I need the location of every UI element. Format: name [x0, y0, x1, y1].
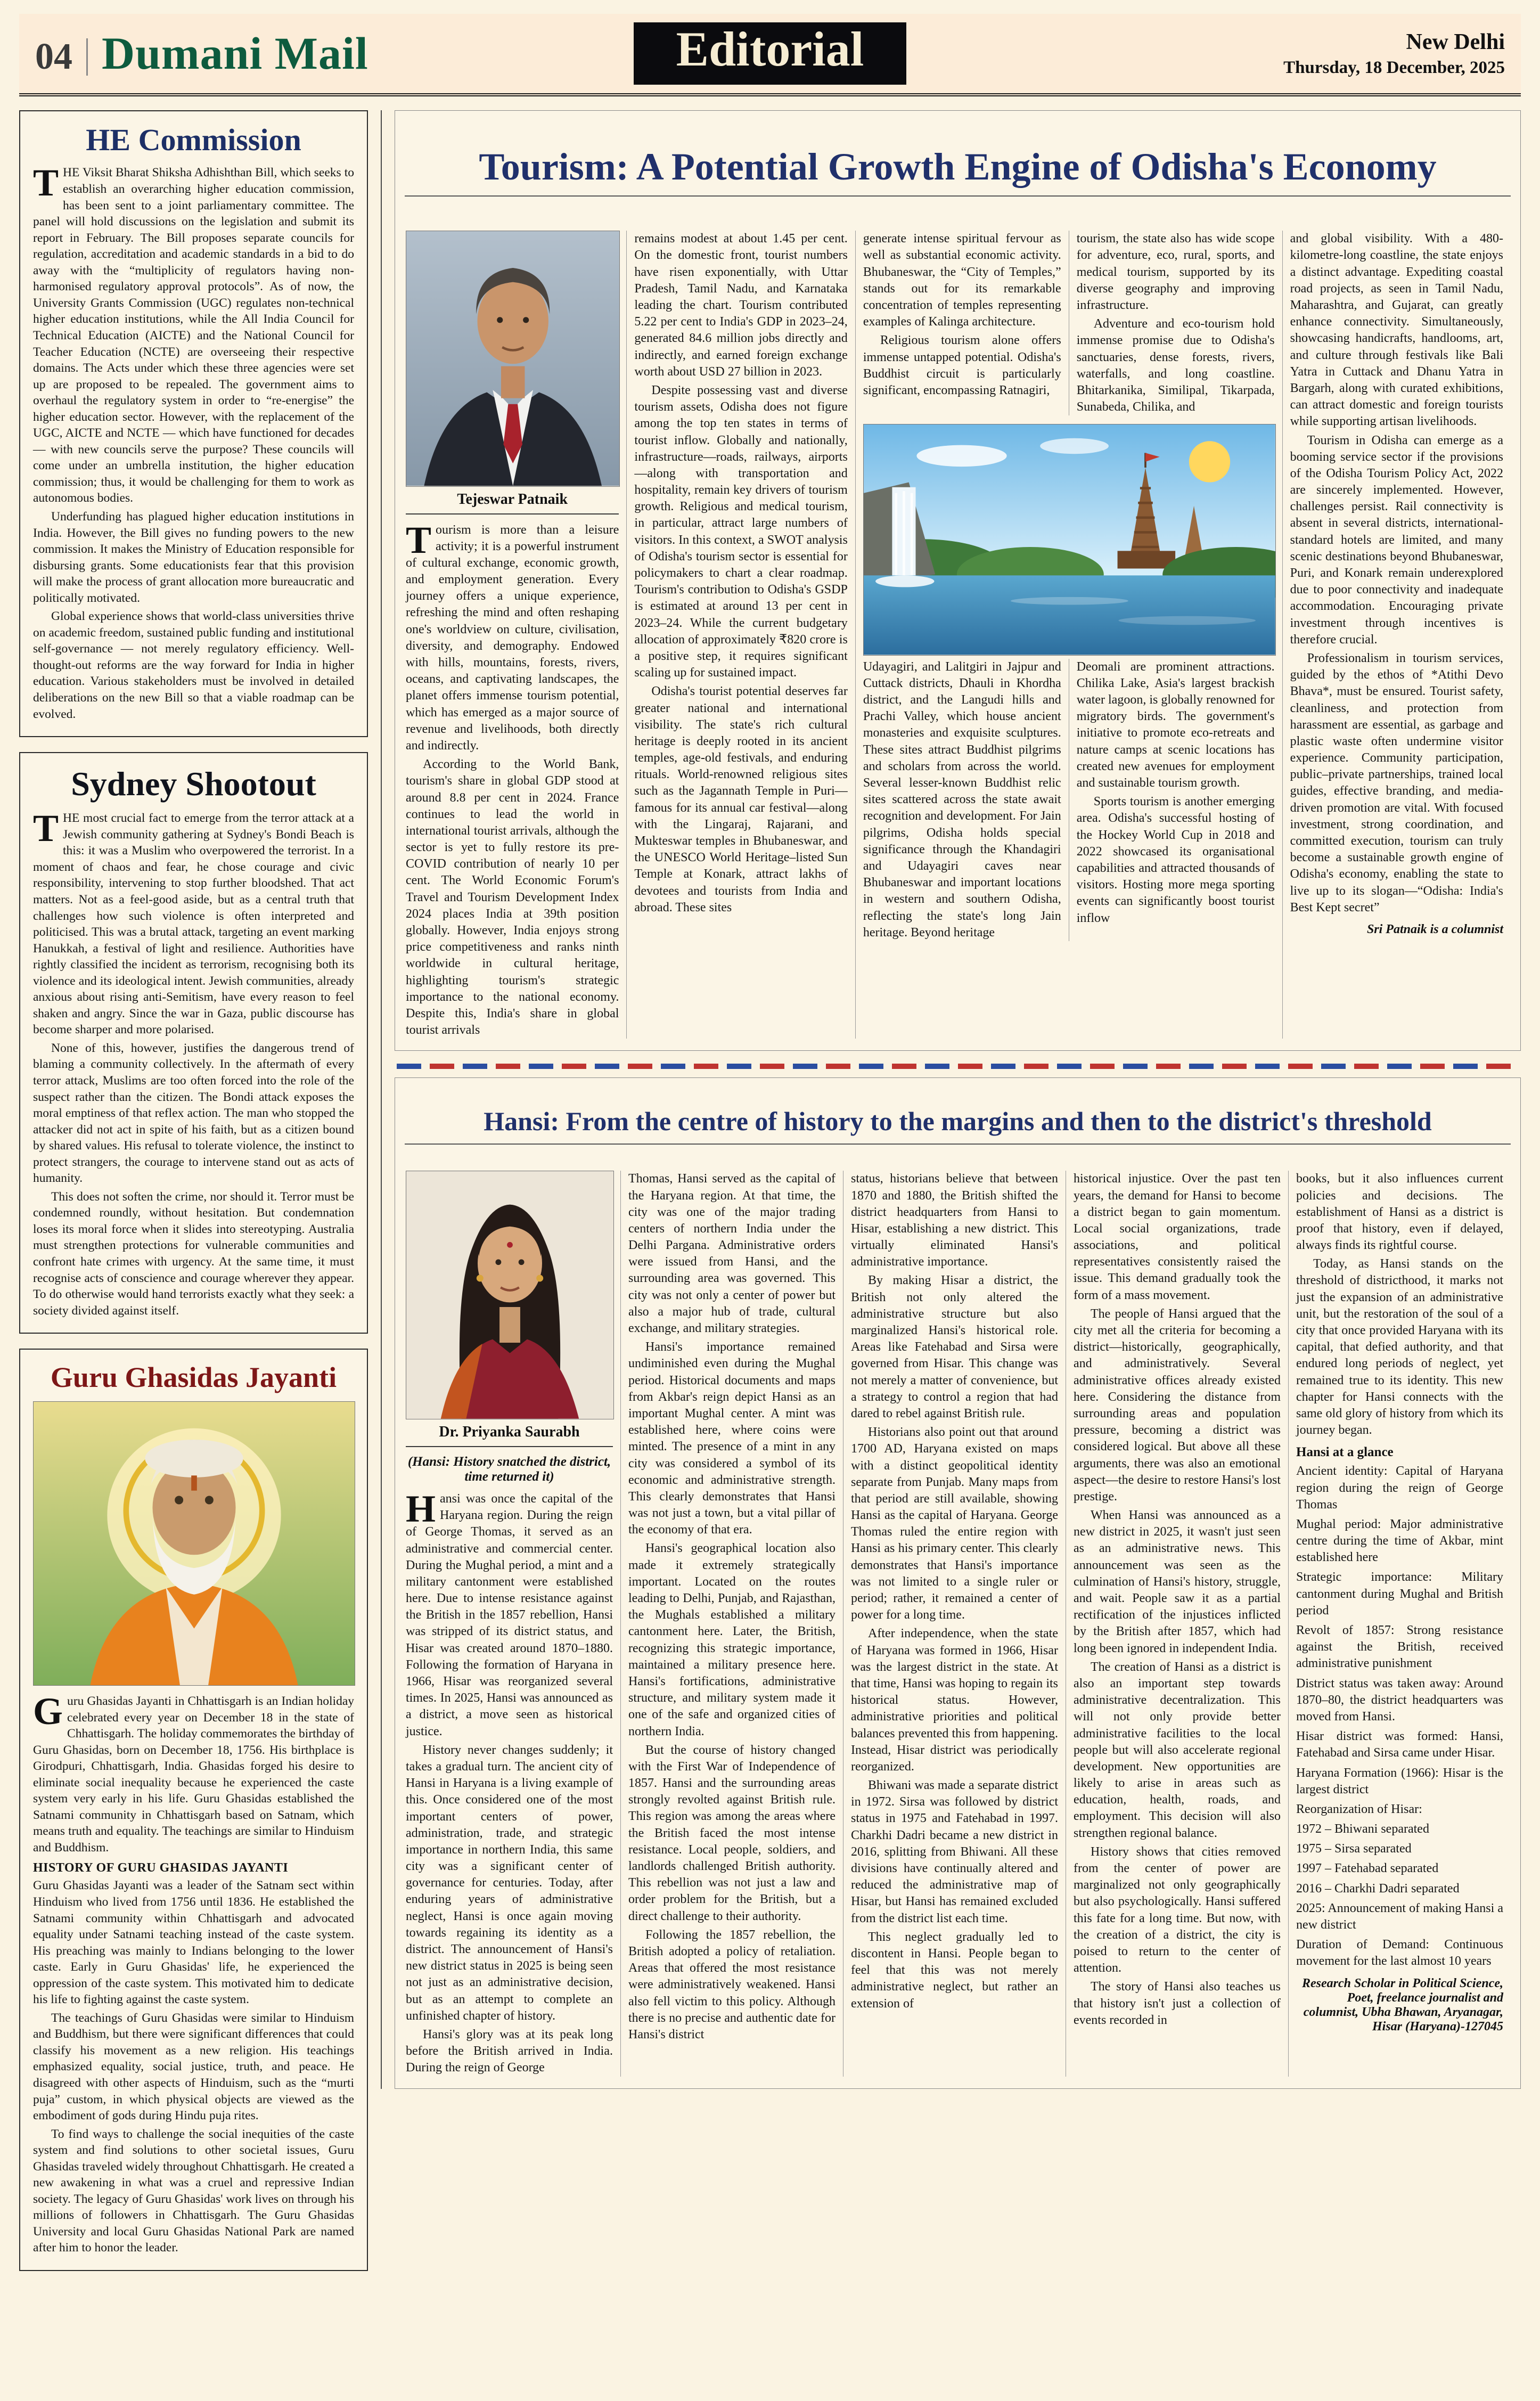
sydney-shootout-body: THE most crucial fact to emerge from the terror attack at a Jewish community gathering at Sydney's Bondi Beach is this: it was a Muslim who overpowered the terrorist. In a moment of chaos and fear, he chose courage and civic responsibility, intervening to stop further bloodshed. That act matters. Not as a feel-good aside, but as a central truth that challenges how such violence is often interpreted and politicised. This was a brutal attack, targeting an event marking Hanukkah, a festival of light and resilience. Authorities have rightly classified the incident as terrorism, recognising both its violence and its ideological intent. Jewish communities, already anxious about rising anti-Semitism, have every reason to feel shaken and angry. Since the war in Gaza, public discourse has become sharper and more polarised. None of this, however, justifies the dangerous trend of blaming a community collectively. In the aftermath of every terror attack, Muslims are too often forced into the role of the suspect rather than the citizen. The Bondi attack exposes the moral emptiness of that reflex action. The man who stopped the attacker did not act in spite of his faith, but as a citizen bound by shared values. His refusal to tolerate violence, the instinct to protect strangers, the courage to intervene stand out as acts of humanity. This does not soften the crime, nor should it. Terror must be condemned roundly, without hesitation. But condemnation loses its moral force when it slides into stereotyping. Australia must strengthen protections for vulnerable communities and confront hate crimes with urgency. At the same time, it must recognise acts of conscience and courage wherever they appear. To do otherwise would hand terrorists exactly what they seek: a society divided against itself.	[33, 807, 354, 1318]
tourism-col3-top-body: generate intense spiritual fervour as well as substantial economic activity. Bhubaneswar, the “City of Temples,” stands out for its remarkable concentration of temples representing examples of Kalinga architecture. Religious tourism alone offers immense untapped potential. Odisha's Buddhist circuit is particularly significant, encompassing Ratnagiri,	[863, 232, 1061, 397]
paper-name: Dumani Mail	[102, 28, 368, 79]
hansi-column-4	[1066, 1171, 1288, 2076]
hansi-col3-body: status, historians believe that between 1870 and 1880, the British shifted the district headquarters from Hansi to Hisar, establishing a new district. This virtually eliminated Hansi's administrative importance. By making Hisar a district, the British not only altered the administrative structure but also marginalized Hansi's historical role. Areas like Fatehabad and Sirsa were governed from Hisar. This change was not merely a matter of convenience, but a strategy to control a region that had dared to rebel against British rule. Historians also point out that around 1700 AD, Haryana existed on maps with a distinct geopolitical identity separate from Punjab. Many maps from that period are still available, showing Hansi as the capital of Haryana. George Thomas ruled the entire region with Hansi as his primary center. This clearly demonstrates that Hansi's importance was not limited to a single ruler or period; rather, it remained a center of power for a long time. After independence, when the state of Haryana was formed in 1966, Hisar was the largest district in the state. At that time, Hansi was hoping to regain its historical status. However, administrative priorities and political balances prevented this from happening. Instead, Hisar district was periodically reorganized. Bhiwani was made a separate district in 1972. Sirsa was followed by district status in 1975 and Fatehabad in 1997. Charkhi Dadri became a new district in 2016, splitting from Bhiwani. All these divisions have continually altered and reduced the administrative map of Hisar, but Hansi has remained excluded from the district list each time. This neglect gradually led to discontent in Hansi. People began to feel that this was not merely administrative neglect, but rather an extension of	[851, 1172, 1058, 2011]
tourism-col2-body: remains modest at about 1.45 per cent. On the domestic front, tourist numbers have risen exponentially, with Uttar Pradesh, Tamil Nadu, and Karnataka leading the chart. Tourism contributed 5.22 per cent to India's GDP in 2023–24, generated 84.6 million jobs directly and indirectly, and earned foreign exchange worth about USD 27 billion in 2023. Despite possessing vast and diverse tourism assets, Odisha does not figure among the top ten states in terms of tourist inflow. Globally and nationally, infrastructure—roads, railways, airports—along with transportation and hospitality, remain key drivers of tourism growth. Religious and medical tourism, in particular, attract large numbers of visitors. In this context, a SWOT analysis of Odisha's tourism sector is essential for policymakers to chart a clear roadmap. Tourism's contribution to Odisha's GSDP is estimated at around 13 per cent in 2023–24. While the current budgetary allocation of approximately ₹820 crore is a positive step, it requires significant scaling up for sustained impact. Odisha's tourist potential deserves far greater national and international visibility. The state's rich cultural heritage is deeply rooted in its ancient temples, age-old festivals, and enduring rituals. World-renowned religious sites such as the Jagannath Temple in Puri—famous for its annual car festival—along with the Lingaraj, Rajarani, and Mukteswar temples in Bhubaneswar, and the UNESCO World Heritage–listed Sun Temple at Konark, attract lakhs of devotees and tourists from India and abroad. These sites	[634, 232, 848, 914]
page-content	[19, 110, 1521, 2271]
left-sidebar	[19, 110, 368, 2271]
tourism-col1-body: Tourism is more than a leisure activity; it is a powerful instrument of cultural exchange, economic growth, and employment generation. Every journey offers a unique experience, refreshing the mind and often reshaping one's worldview on culture, civilisation, diversity, and demography. Endowed with hills, mountains, forests, rivers, oceans, and captivating landscapes, the planet offers immense tourism potential, which has emerged as a major source of revenue and livelihoods, both directly and indirectly. According to the World Bank, tourism's share in global GDP stood at around 8.8 per cent in 2024. France continues to lead the world in international tourist arrivals, although the sector is yet to fully restore its pre-COVID contribution of nearly 10 per cent. The World Economic Forum's Travel and Tourism Development Index 2024 places India at 39th position globally. However, India enjoys strong price competitiveness and ranks ninth worldwide in cultural heritage, highlighting tourism's strategic importance to the national economy. Despite this, India's share in global tourist arrivals	[406, 518, 619, 1038]
hansi-col4-body: historical injustice. Over the past ten years, the demand for Hansi to become a district began to gain momentum. Local social organizations, trade associations, and political representatives consistently raised the issue. This demand gradually took the form of a mass movement. The people of Hansi argued that the city met all the criteria for becoming a district—historically, geographically, and administratively. Several administrative offices already existed here. Considering the distance from surrounding areas and population pressure, becoming a district was considered logical. But above all these arguments, there was also an emotional aspect—the desire to restore Hansi's lost prestige. When Hansi was announced as a new district in 2025, it wasn't just seen as an administrative news. This announcement was seen as the culmination of Hansi's history, struggle, and wait. People saw it as a partial rectification of the injustices inflicted by the British after 1857, which had long been ignored in independent India. The creation of Hansi as a district is also an important step towards administrative decentralization. This will not only provide better administrative facilities to the local people but will also accelerate regional development. New opportunities are likely to arise in areas such as education, health, roads, and employment. This decision will also strengthen regional balance. History shows that cities removed from the center of power are marginalized not only geographically but also psychologically. Hansi suffered this fate for a long time. But now, with the creation of a district, the city is poised to return to the center of attention. The story of Hansi also teaches us that history isn't just a collection of events recorded in	[1074, 1172, 1281, 2027]
tourism-credit: Sri Patnaik is a columnist	[1366, 922, 1504, 936]
saurabh-portrait	[406, 1171, 614, 1419]
tourism-column-1	[405, 231, 626, 1039]
tourism-pair-top	[856, 231, 1282, 415]
patnaik-portrait	[406, 231, 620, 486]
patnaik-photo	[406, 231, 619, 486]
he-commission-title: HE Commission	[86, 122, 301, 157]
hansi-column-2	[620, 1171, 843, 2076]
tourism-column-2	[626, 231, 855, 1039]
tourism-pair-bottom	[856, 659, 1282, 941]
saurabh-photo	[406, 1171, 613, 1419]
hansi-column-3	[843, 1171, 1066, 2076]
hansi-glance-list: Ancient identity: Capital of Haryana region during the reign of George Thomas Mughal period: Major administrative centre during the time of Akbar, mint established here Strategic importance: Military cantonment during Mughal and British period Revolt of 1857: Strong resistance against the British, received administrative punishment District status was taken away: Around 1870–80, the district headquarters was moved from Hansi. Hisar district was formed: Hansi, Fatehabad and Sirsa came under Hisar. Haryana Formation (1966): Hisar is the largest district Reorganization of Hisar: 1972 – Bhiwani separated 1975 – Sirsa separated 1997 – Fatehabad separated 2016 – Charkhi Dadri separated 2025: Announcement of making Hansi a new district Duration of Demand: Continuous movement for the last almost 10 years	[1296, 1464, 1503, 1969]
tourism-col3-bottom-body: Udayagiri, and Lalitgiri in Jajpur and Cuttack districts, Dhauli in Khordha district, and the Langudi hills and Prachi Valley, which house ancient monasteries and exquisite sculptures. These sites attract Buddhist pilgrims and scholars from across the world. Several lesser-known Buddhist relic sites scattered across the state await recognition and development. For Jain pilgrims, Odisha holds special significance through the Khandagiri and Udayagiri caves near Bhubaneswar and important locations in western and southern Odisha, reflecting the state's long Jain heritage. Beyond heritage	[863, 659, 1061, 940]
hansi-subtitle: (Hansi: History snatched the district, time returned it)	[407, 1454, 611, 1484]
guru-ghasidas-body-top: Guru Ghasidas Jayanti in Chhattisgarh is an Indian holiday celebrated every year on December 18 in the state of Chhattisgarh. The holiday commemorates the birthday of Guru Ghasidas, born on December 18, 1756. His birthplace is Girodpuri, Chhattisgarh, India. Ghasidas forged his desire to eliminate social inequality because he experienced the caste system very early in his life. Guru Ghasidas established the Satnami community in Chhattisgarh based on Satnam, which means truth and equality. The teachings are similar to Hinduism and Buddhism.	[33, 1689, 354, 1855]
masthead-left	[35, 28, 634, 79]
tourism-headline: Tourism: A Potential Growth Engine of Odisha's Economy	[405, 143, 1511, 197]
guru-ghasidas-title: Guru Ghasidas Jayanti	[50, 1361, 337, 1394]
dateline-city: New Delhi	[1406, 29, 1505, 54]
guru-ghasidas-body-bottom: Guru Ghasidas Jayanti was a leader of the Satnam sect within Hinduism who lived from 1756 until 1836. He established the Satnami community within Chhattisgarh and advocated equality under Satnami teaching instead of the caste system. His preaching was mainly to Indians belonging to the lower caste. Early in Guru Ghasidas' life, he experienced the oppression of the caste system. This motivated him to dedicate his life to fighting against the caste system. The teachings of Guru Ghasidas were similar to Hinduism and Buddhism, but there were significant differences that could classify his movement as a new religion. His teachings emphasized equality, social justice, truth, and peace. He disagreed with other aspects of Hinduism, such as the “murti puja” custom, in which physical objects are viewed as the embodiment of gods during Hindu puja rites. To find ways to challenge the social inequities of the caste system and find solutions to other societal issues, Guru Ghasidas traveled widely throughout Chhattisgarh. He created a new awakening in what was a cruel and repressive Indian society. The legacy of Guru Ghasidas' work lives on through his millions of followers in Chhattisgarh. The Guru Ghasidas University and local Guru Ghasidas National Park are named after him to honor the leader.	[33, 1879, 354, 2255]
tourism-column-4-top	[1069, 231, 1282, 415]
masthead-dateline	[906, 29, 1505, 78]
page-number: 04	[35, 38, 88, 76]
main-area	[381, 110, 1521, 2089]
hansi-credit: Research Scholar in Political Science, Poet, freelance journalist and columnist, Ubha Bhawan, Aryanagar, Hisar (Haryana)-127045	[1302, 1976, 1503, 2034]
tourism-column-3-top	[856, 231, 1069, 415]
guru-ghasidas-photo	[33, 1401, 354, 1686]
hansi-col5-intro-body: books, but it also influences current policies and decisions. The establishment of Hansi as a district is proof that history, even if delayed, always finds its rightful course. Today, as Hansi stands on the threshold of districthood, it marks not just the expansion of an administrative unit, but the restoration of the soul of a city that once provided Haryana with its capital, that defied authority, and that endured long periods of neglect, yet remained true to its identity. This new chapter for Hansi connects with the same old glory of history from which its journey began.	[1296, 1172, 1503, 1438]
sydney-shootout-title: Sydney Shootout	[71, 765, 316, 803]
hansi-col1-body: Hansi was once the capital of the Haryana region. During the reign of George Thomas, it served as an administrative and commercial center. During the Mughal period, a mint and a military cantonment were established here. Due to intense resistance against the British in the 1857 rebellion, Hansi was stripped of its district status, and Hisar was created around 1870–1880. Following the formation of Haryana in 1966, Hisar was reorganized several times. In 2025, Hansi was announced as a district, a move seen as historical justice. History never changes suddenly; it takes a gradual turn. The ancient city of Hansi in Haryana is a living example of this. Once considered one of the most important centers of power, administration, trade, and strategic importance in northern India, this same city was a significant center of governance for centuries. Today, after enduring years of administrative neglect, Hansi is once again moving towards regaining its identity as a district. The announcement of Hansi's new district status in 2025 is being seen not just as an administrative decision, but as an attempt to complete an unfinished chapter of history. Hansi's glory was at its peak long before the British arrived in India. During the reign of George	[406, 1487, 613, 2075]
tourism-col4-top-body: tourism, the state also has wide scope for adventure, eco, rural, sports, and medical tourism, supported by its diverse geography and improving infrastructure. Adventure and eco-tourism hold immense promise due to Odisha's sanctuaries, dense forests, rivers, waterfalls, and long coastline. Bhitarkanika, Similipal, Tikarpada, Sunabeda, Chilika, and	[1076, 232, 1275, 414]
hansi-col2-body: Thomas, Hansi served as the capital of the Haryana region. At that time, the city was one of the major trading centers of northern India under the Delhi Pargana. Administrative orders were issued from Hansi, and the surrounding area was governed. This city was not only a center of power but also a major hub of trade, cultural exchange, and military strategies. Hansi's importance remained undiminished even during the Mughal period. Historical documents and maps from Akbar's reign depict Hansi as an important Mughal center. A mint was established here, where coins were minted. The presence of a mint in any city was considered a symbol of its economic and administrative strength. This clearly demonstrates that Hansi was not just a town, but a vital pillar of the economy of that era. Hansi's geographical location also made it extremely strategically important. Located on the routes leading to Delhi, Punjab, and Rajasthan, the Mughals established a military cantonment here. Later, the British, recognizing this strategic importance, maintained a military presence here. Hansi's fortifications, administrative structure, and military system made it one of the safe and organized cities of northern India. But the course of history changed with the First War of Independence of 1857. Hansi and the surrounding areas strongly revolted against British rule. This region was among the areas where the British faced the most intense resistance. Local people, soldiers, and landlords challenged British authority. This rebellion was not just a law and order problem for the British, but a direct challenge to their authority. Following the 1857 rebellion, the British adopted a policy of retaliation. Areas that offered the most resistance were administratively weakened. Hansi also fell victim to this policy. Although there is no precise and authentic date for Hansi's district	[628, 1172, 835, 2041]
tourism-columns	[405, 222, 1511, 1039]
hansi-column-5	[1288, 1171, 1511, 2076]
article-guru-ghasidas	[19, 1349, 368, 2271]
article-he-commission	[19, 110, 368, 737]
saurabh-caption: Dr. Priyanka Saurabh	[406, 1419, 613, 1447]
tourism-col5-body: and global visibility. With a 480-kilometre-long coastline, the state enjoys a distinct advantage. Expediting coastal road projects, as seen in Tamil Nadu, Maharashtra, and Gujarat, can greatly enhance connectivity. Simultaneously, showcasing handicrafts, handlooms, art, and culture through festivals like Bali Yatra in Cuttack and Dhanu Yatra in Bargarh, along with curated exhibitions, can attract domestic and foreign tourists while supporting artisan livelihoods. Tourism in Odisha can emerge as a booming service sector if the provisions of the Odisha Tourism Policy Act, 2022 are sincerely implemented. However, challenges persist. Rail connectivity is absent in several districts, international-standard hotels are limited, and many scenic destinations beyond Bhubaneswar, Puri, and Konark remain underexplored due to poor connectivity and inadequate accommodation. Encouraging private investment through incentives is therefore crucial. Professionalism in tourism services, guided by the ethos of *Atithi Devo Bhava*, must be ensured. Tourist safety, cleanliness, and protection from harassment are essential, as garbage and plastic waste often undermine visitor experience. Community participation, public–private partnerships, trained local guides, effective branding, and media-driven promotion are vital. With focused investment, strong coordination, and committed execution, tourism can truly become a sustainable growth engine of Odisha's economy, enabling the state to live up to its slogan—“Odisha: India's Best Kept secret”	[1290, 232, 1504, 914]
tourism-columns-3-4	[855, 231, 1282, 1039]
hansi-glance-title: Hansi at a glance	[1296, 1445, 1394, 1460]
hansi-headline: Hansi: From the centre of history to the margins and then to the district's threshold	[405, 1102, 1511, 1145]
odisha-landscape-illustration	[863, 424, 1276, 655]
dateline-date: Thursday, 18 December, 2025	[1283, 58, 1505, 77]
tourism-col4-bottom-body: Deomali are prominent attractions. Chilika Lake, Asia's largest brackish water lagoon, is globally renowned for migratory birds. The government's initiative to promote eco-retreats and nature camps at scenic locations has created new avenues for employment and sustainable tourism growth. Sports tourism is another emerging area. Odisha's successful hosting of the Hockey World Cup in 2018 and 2022 showcased its organisational capabilities and attracted thousands of visitors. Hosting more mega sporting events can significantly boost tourist inflow	[1076, 659, 1275, 925]
masthead	[19, 14, 1521, 96]
section-divider	[397, 1064, 1519, 1069]
tourism-column-5	[1282, 231, 1511, 1039]
he-commission-body: THE Viksit Bharat Shiksha Adhishthan Bill, which seeks to establish an overarching higher education commission, has been sent to a joint parliamentary committee. The panel will hold discussions on the legislation and submit its report in February. The Bill proposes separate councils for regulation, accreditation and academic standards in a bid to do away with the “multiplicity of regulators having non-harmonised regulatory approval protocols”. As of now, the University Grants Commission (UGC) regulates non-technical higher education institutions, while the All India Council for Technical Education (AICTE) and the National Council for Teacher Education (NCTE) are overseeing their respective domains. The Acts under which these three agencies were set up are proposed to be repealed. The government aims to overhaul the regulatory system in order to “re-energise” the higher education sector. However, with the replacement of the UGC, AICTE and NCTE — which have functioned for decades — with new councils serve the purpose? These councils will come under an umbrella institution, the higher education commission; thus, it would be challenging for them to work as autonomous bodies. Underfunding has plagued higher education institutions in India. However, the Bill gives no funding powers to the new commission. It makes the Ministry of Education responsible for disbursing grants. Some educationists fear that this provision will make the process of grant allocation more bureaucratic and politically motivated. Global experience shows that world-class universities thrive on academic freedom, sustained public funding and institutional self-governance — not merely regulatory efficiency. Well-thought-out reforms are the way forward for India in higher education. Various stakeholders must be involved in detailed deliberations on the new Bill so that a viable roadmap can be evolved.	[33, 161, 355, 721]
patnaik-caption: Tejeswar Patnaik	[406, 487, 619, 514]
hansi-article	[395, 1077, 1521, 2088]
guru-ghasidas-illustration	[33, 1401, 355, 1686]
hansi-column-1	[405, 1171, 620, 2076]
tourism-article	[395, 110, 1521, 1051]
hansi-columns	[405, 1162, 1511, 2076]
guru-ghasidas-subhead: HISTORY OF GURU GHASIDAS JAYANTI	[33, 1861, 289, 1875]
section-title: Editorial	[634, 22, 907, 85]
tourism-column-4-bottom	[1069, 659, 1282, 941]
tourism-column-3-bottom	[856, 659, 1069, 941]
article-sydney-shootout	[19, 752, 368, 1334]
odisha-tourism-photo	[863, 424, 1275, 655]
